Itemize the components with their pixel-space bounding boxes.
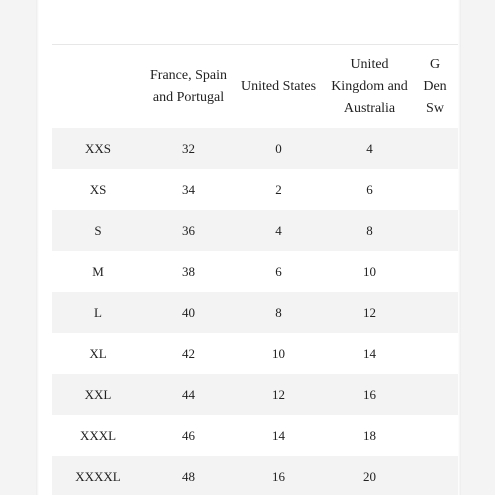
us-cell: 10 xyxy=(272,346,285,361)
size-cell: XS xyxy=(89,182,107,197)
fr-es-pt-cell: 36 xyxy=(182,223,195,238)
table-row xyxy=(52,374,458,415)
header-line: United xyxy=(350,56,389,72)
size-cell: XXXL xyxy=(79,428,117,443)
panel-shadow-right xyxy=(458,0,461,495)
uk-au-cell: 10 xyxy=(363,264,376,279)
size-cell: M xyxy=(92,264,104,279)
us-cell: 2 xyxy=(275,182,282,197)
uk-au-cell: 12 xyxy=(363,305,376,320)
header-cell-uk-australia xyxy=(324,54,415,120)
us-cell: 16 xyxy=(272,469,285,484)
size-cell: XXXXL xyxy=(75,469,121,484)
fr-es-pt-cell: 48 xyxy=(182,469,195,484)
size-guide-panel[interactable] xyxy=(39,0,458,495)
us-cell: 14 xyxy=(272,428,285,443)
uk-au-cell: 20 xyxy=(363,469,376,484)
header-line: Australia xyxy=(343,100,396,116)
fr-es-pt-cell: 44 xyxy=(182,387,195,402)
uk-au-cell: 4 xyxy=(366,141,373,156)
us-cell: 0 xyxy=(275,141,282,156)
us-cell: 4 xyxy=(275,223,282,238)
table-row xyxy=(52,292,458,333)
header-line: Kingdom and xyxy=(331,78,408,94)
table-row xyxy=(52,456,458,495)
size-cell: L xyxy=(94,305,102,320)
table-row xyxy=(52,128,458,169)
fr-es-pt-cell: 46 xyxy=(182,428,195,443)
header-line: Sw xyxy=(426,100,444,116)
us-cell: 8 xyxy=(275,305,282,320)
uk-au-cell: 16 xyxy=(363,387,376,402)
table-row xyxy=(52,169,458,210)
fr-es-pt-cell: 38 xyxy=(182,264,195,279)
header-line: and Portugal xyxy=(152,89,225,105)
header-line: Den xyxy=(423,78,447,94)
table-row xyxy=(52,415,458,456)
uk-au-cell: 8 xyxy=(366,223,373,238)
header-cell-united-states xyxy=(233,76,324,98)
table-row xyxy=(52,251,458,292)
uk-au-cell: 18 xyxy=(363,428,376,443)
header-line: France, Spain xyxy=(150,67,227,83)
header-line: United States xyxy=(240,78,317,94)
table-header-row xyxy=(52,45,458,128)
size-conversion-table xyxy=(52,45,458,495)
fr-es-pt-cell: 34 xyxy=(182,182,195,197)
header-line: G xyxy=(429,56,441,72)
us-cell: 6 xyxy=(275,264,282,279)
fr-es-pt-cell: 40 xyxy=(182,305,195,320)
header-cell-france-spain-portugal xyxy=(144,65,233,109)
size-cell: XL xyxy=(89,346,107,361)
header-cell-germany-denmark-sweden xyxy=(415,54,455,120)
uk-au-cell: 14 xyxy=(363,346,376,361)
fr-es-pt-cell: 42 xyxy=(182,346,195,361)
size-cell: S xyxy=(94,223,102,238)
table-row xyxy=(52,210,458,251)
size-cell: XXL xyxy=(84,387,112,402)
size-cell: XXS xyxy=(84,141,111,156)
table-row xyxy=(52,333,458,374)
uk-au-cell: 6 xyxy=(366,182,373,197)
us-cell: 12 xyxy=(272,387,285,402)
fr-es-pt-cell: 32 xyxy=(182,141,195,156)
